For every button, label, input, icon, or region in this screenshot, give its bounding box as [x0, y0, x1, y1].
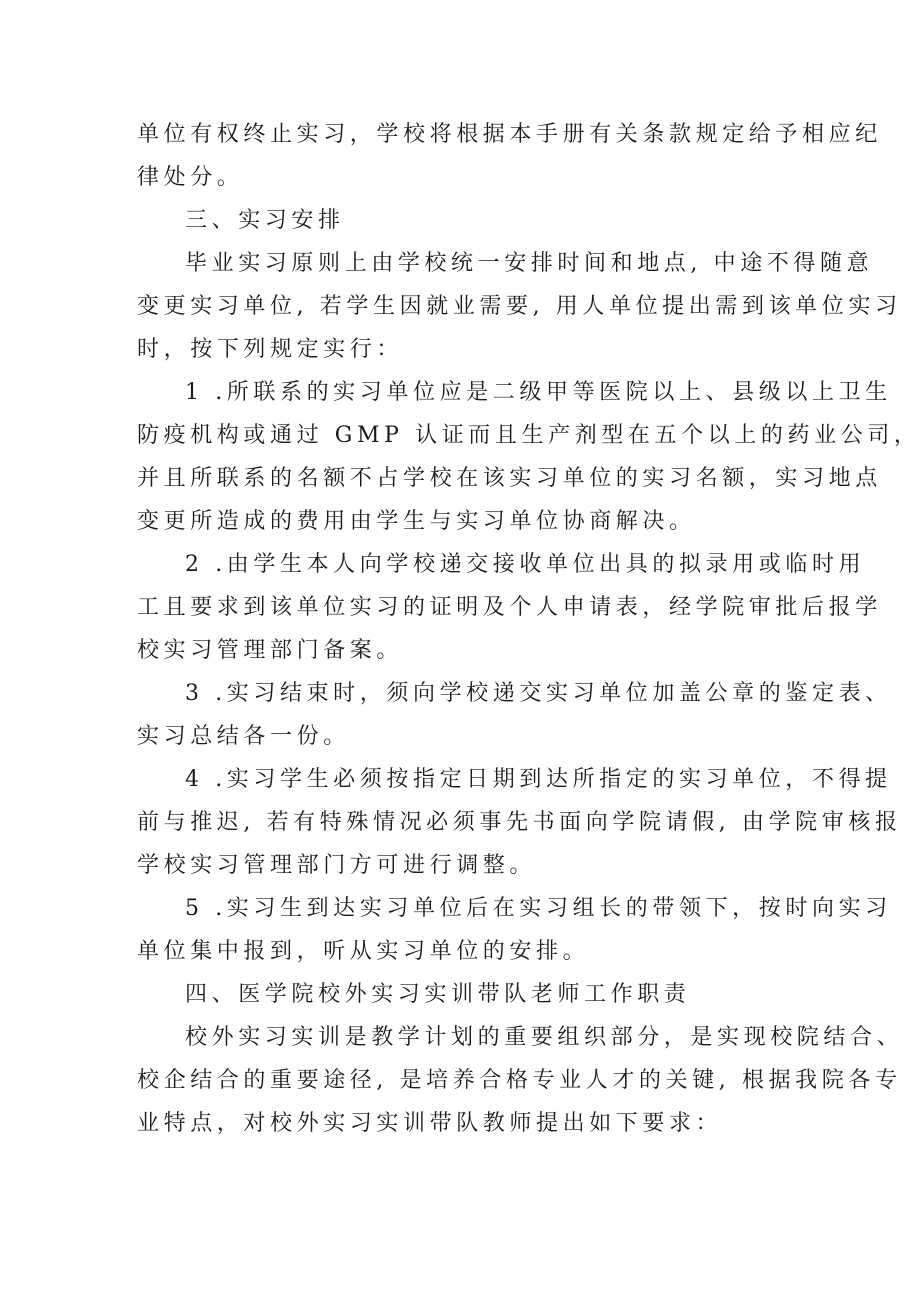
- text-line: 校外实习实训是教学计划的重要组织部分，是实现校院结合、: [185, 1025, 904, 1050]
- text-line: 单位集中报到，听从实习单位的安排。: [137, 939, 590, 964]
- list-item-5: 5 .实习生到达实习单位后在实习组长的带领下，按时向实习: [185, 896, 892, 921]
- list-item-2: 2 .由学生本人向学校递交接收单位出具的拟录用或临时用: [185, 552, 866, 577]
- list-item-1: 1 .所联系的实习单位应是二级甲等医院以上、县级以上卫生: [185, 380, 892, 405]
- text-line: 前与推迟, 若有特殊情况必须事先书面向学院请假, 由学院审核报: [137, 810, 902, 835]
- text-line: 并且所联系的名额不占学校在该实习单位的实习名额，实习地点: [137, 466, 882, 491]
- text-line: 业特点，对校外实习实训带队教师提出如下要求：: [137, 1111, 723, 1136]
- text-line: 工且要求到该单位实习的证明及个人申请表，经学院审批后报学: [137, 595, 882, 620]
- text-line: 时，按下列规定实行：: [137, 337, 404, 362]
- section-heading-3: 三、实习安排: [185, 208, 345, 233]
- section-heading-4: 四、医学院校外实习实训带队老师工作职责: [185, 982, 691, 1007]
- text-line: 变更实习单位, 若学生因就业需要, 用人单位提出需到该单位实习: [137, 294, 902, 319]
- text-line: 毕业实习原则上由学校统一安排时间和地点, 中途不得随意: [185, 251, 874, 276]
- text-line: 变更所造成的费用由学生与实习单位协商解决。: [137, 509, 696, 534]
- text-line: 单位有权终止实习，学校将根据本手册有关条款规定给予相应纪: [137, 122, 882, 147]
- text-line: 校企结合的重要途径, 是培养合格专业人才的关键, 根据我院各专: [137, 1068, 902, 1093]
- text-line: 学校实习管理部门方可进行调整。: [137, 853, 537, 878]
- text-line: 实习总结各一份。: [137, 724, 350, 749]
- list-item-4: 4 .实习学生必须按指定日期到达所指定的实习单位，不得提: [185, 767, 892, 792]
- text-line: 防疫机构或通过 GMP 认证而且生产剂型在五个以上的药业公司，: [137, 423, 920, 448]
- text-line: 校实习管理部门备案。: [137, 638, 404, 663]
- list-item-3: 3 .实习结束时，须向学校递交实习单位加盖公章的鉴定表、: [185, 681, 892, 706]
- document-page: [137, 113, 920, 1145]
- text-line: 律处分。: [137, 165, 244, 190]
